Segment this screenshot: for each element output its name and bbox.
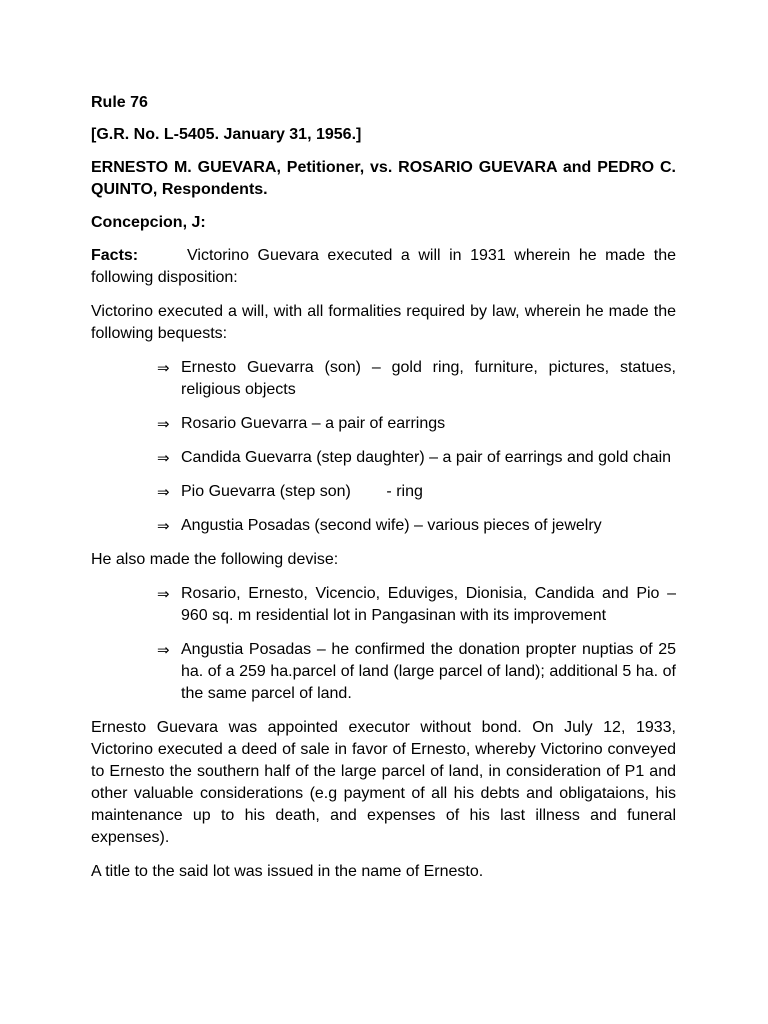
list-item xyxy=(157,515,676,537)
devise-text: Angustia Posadas – he confirmed the donation propter nuptias of 25 ha. of a 259 ha.parcel of land (large parcel of land); additional 5 ha. of the same parcel of land. xyxy=(181,641,676,702)
arrow-icon: ⇒ xyxy=(157,415,170,433)
arrow-icon: ⇒ xyxy=(157,359,170,377)
ponente: Concepcion, J: xyxy=(91,214,206,231)
list-item xyxy=(157,413,676,435)
devise-intro: He also made the following devise: xyxy=(91,551,339,568)
devise-text: Rosario, Ernesto, Vicencio, Eduviges, Dionisia, Candida and Pio – 960 sq. m residential lot in Pangasinan with its improvement xyxy=(181,585,676,624)
list-item xyxy=(157,481,676,503)
bequest-text: Pio Guevarra (step son) - ring xyxy=(181,483,423,500)
bequest-text: Angustia Posadas (second wife) – various pieces of jewelry xyxy=(181,517,602,534)
bequests-list xyxy=(91,357,676,537)
arrow-icon: ⇒ xyxy=(157,483,170,501)
bequests-intro: Victorino executed a will, with all formalities required by law, wherein he made the following bequests: xyxy=(91,303,676,342)
title-paragraph: A title to the said lot was issued in the name of Ernesto. xyxy=(91,863,484,880)
case-parties: ERNESTO M. GUEVARA, Petitioner, vs. ROSARIO GUEVARA and PEDRO C. QUINTO, Respondents. xyxy=(91,159,676,198)
devises-list xyxy=(91,583,676,705)
list-item xyxy=(157,639,676,705)
rule-heading: Rule 76 xyxy=(91,94,148,111)
list-item xyxy=(157,357,676,401)
case-number: [G.R. No. L-5405. January 31, 1956.] xyxy=(91,126,362,143)
facts-text: Victorino Guevara executed a will in 1931 wherein he made the following disposition: xyxy=(91,247,676,286)
bequest-text: Ernesto Guevarra (son) – gold ring, furniture, pictures, statues, religious objects xyxy=(181,359,676,398)
arrow-icon: ⇒ xyxy=(157,641,170,659)
arrow-icon: ⇒ xyxy=(157,517,170,535)
bequest-text: Candida Guevarra (step daughter) – a pair of earrings and gold chain xyxy=(181,449,672,466)
facts-paragraph xyxy=(91,245,676,289)
facts-label: Facts: xyxy=(91,247,139,264)
bequest-text: Rosario Guevarra – a pair of earrings xyxy=(181,415,446,432)
list-item xyxy=(157,583,676,627)
executor-paragraph: Ernesto Guevara was appointed executor without bond. On July 12, 1933, Victorino executed a deed of sale in favor of Ernesto, whereby Victorino conveyed to Ernesto the southern half of the large parcel of land, in consideration of P1 and other valuable considerations (e.g payment of all his debts and obligataions, his maintenance up to his death, and expenses of his last illness and funeral expenses). xyxy=(91,719,676,846)
list-item xyxy=(157,447,676,469)
arrow-icon: ⇒ xyxy=(157,449,170,467)
arrow-icon: ⇒ xyxy=(157,585,170,603)
